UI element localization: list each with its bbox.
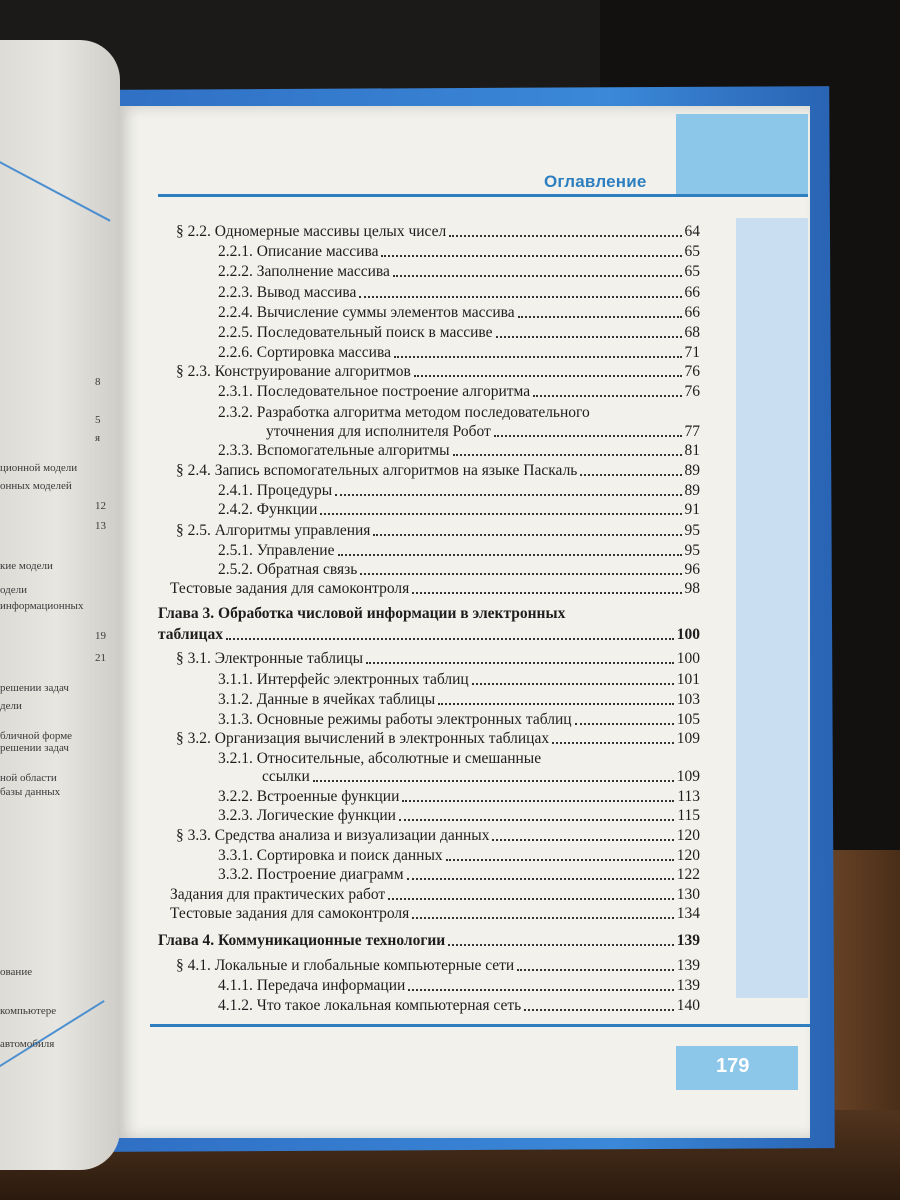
toc-entry: [170, 579, 700, 598]
toc-entry-page: 130: [676, 886, 700, 903]
toc-entry-title: 2.4.2. Функции: [218, 501, 318, 518]
toc-entry-title: 3.3.2. Построение диаграмм: [218, 866, 404, 883]
toc-entry: [218, 787, 700, 806]
left-page-text-fragment: 5: [95, 414, 101, 426]
toc-entry: [266, 422, 700, 441]
toc-leader-dots: [448, 944, 674, 946]
toc-entry-title: 3.3.1. Сортировка и поиск данных: [218, 847, 443, 864]
toc-entry: [218, 996, 700, 1015]
toc-entry-title: Тестовые задания для самоконтроля: [170, 580, 410, 597]
toc-entry: [218, 441, 700, 460]
toc-entry: [158, 625, 700, 644]
toc-entry: [176, 956, 700, 975]
toc-entry-page: 140: [676, 997, 700, 1014]
toc-entry-title: 2.2.5. Последовательный поиск в массиве: [218, 324, 493, 341]
toc-entry-title: уточнения для исполнителя Робот: [266, 423, 491, 440]
toc-leader-dots: [388, 898, 674, 900]
toc-entry: [158, 931, 700, 950]
toc-entry-title: § 2.5. Алгоритмы управления: [176, 522, 371, 539]
left-page-text-fragment: бличной форме: [0, 730, 73, 742]
toc-entry-title: Глава 4. Коммуникационные технологии: [158, 932, 446, 949]
toc-leader-dots: [360, 573, 681, 575]
toc-entry-page: 120: [676, 847, 700, 864]
toc-leader-dots: [226, 638, 674, 640]
toc-entry: [218, 262, 700, 281]
toc-entry-title: ссылки: [262, 768, 310, 785]
side-color-strip: [736, 218, 808, 998]
toc-entry: [218, 541, 700, 560]
toc-entry-title: 4.1.1. Передача информации: [218, 977, 406, 994]
toc-leader-dots: [320, 513, 681, 515]
toc-entry-page: 113: [677, 788, 700, 805]
left-page-text-fragment: 12: [95, 500, 106, 512]
toc-entry-page: 134: [676, 905, 700, 922]
toc-entry-title: § 4.1. Локальные и глобальные компьютерные сети: [176, 957, 515, 974]
toc-entry: [218, 323, 700, 342]
toc-leader-dots: [449, 235, 681, 237]
left-page-text-fragment: онных моделей: [0, 480, 72, 492]
toc-entry-title: 2.3.1. Последовательное построение алгоритма: [218, 383, 531, 400]
toc-entry-title: § 2.3. Конструирование алгоритмов: [176, 363, 411, 380]
footer-rule: [150, 1024, 810, 1027]
toc-entry-page: 139: [676, 977, 700, 994]
toc-entry-page: 89: [684, 482, 700, 499]
toc-entry-title: Задания для практических работ: [170, 886, 386, 903]
toc-entry: [218, 670, 700, 689]
left-page: [0, 40, 120, 1170]
left-page-text-fragment: ной области: [0, 772, 57, 784]
toc-entry: [218, 806, 700, 825]
toc-entry-page: 76: [684, 383, 700, 400]
toc-entry: [218, 303, 700, 322]
left-page-text-fragment: решении задач: [0, 682, 69, 694]
left-page-rule: [0, 140, 111, 222]
left-page-text-fragment: автомобиля: [0, 1038, 55, 1050]
toc-entry-title: 2.2.6. Сортировка массива: [218, 344, 391, 361]
left-page-text-fragment: кие модели: [0, 560, 53, 572]
toc-entry-title: 3.1.2. Данные в ячейках таблицы: [218, 691, 436, 708]
toc-entry-page: 100: [676, 650, 700, 667]
toc-leader-dots: [494, 435, 682, 437]
toc-entry-title: 2.5.1. Управление: [218, 542, 335, 559]
toc-entry-page: 109: [676, 768, 700, 785]
toc-leader-dots: [414, 375, 682, 377]
toc-entry: [218, 560, 700, 579]
left-page-text-fragment: дели: [0, 700, 22, 712]
toc-entry: [218, 242, 700, 261]
toc-leader-dots: [524, 1009, 674, 1011]
toc-entry: [176, 222, 700, 241]
toc-entry-title: 2.5.2. Обратная связь: [218, 561, 358, 578]
toc-leader-dots: [472, 683, 674, 685]
toc-entry-title: § 3.1. Электронные таблицы: [176, 650, 364, 667]
toc-entry: [218, 500, 700, 519]
toc-leader-dots: [492, 839, 673, 841]
toc-entry-title: таблицах: [158, 626, 223, 643]
toc-entry-title: § 3.2. Организация вычислений в электронных таблицах: [176, 730, 550, 747]
toc-entry: [176, 729, 700, 748]
toc-entry-page: 95: [684, 522, 700, 539]
toc-entry-title: 2.2.1. Описание массива: [218, 243, 379, 260]
header-rule: [158, 194, 808, 197]
toc-leader-dots: [453, 454, 682, 456]
toc-leader-dots: [366, 662, 674, 664]
toc-entry-page: 103: [676, 691, 700, 708]
toc-leader-dots: [518, 316, 682, 318]
toc-entry: [218, 283, 700, 302]
toc-entry-page: 139: [676, 957, 700, 974]
toc-entry-page: 101: [676, 671, 700, 688]
toc-entry-title: 3.1.3. Основные режимы работы электронных таблиц: [218, 711, 572, 728]
toc-entry-page: 64: [684, 223, 700, 240]
toc-entry-text: 3.2.1. Относительные, абсолютные и смешанные: [218, 750, 542, 767]
left-page-text-fragment: одели: [0, 584, 28, 596]
toc-entry-page: 96: [684, 561, 700, 578]
toc-entry: [176, 826, 700, 845]
toc-entry: [176, 649, 700, 668]
toc-entry-title: Тестовые задания для самоконтроля: [170, 905, 410, 922]
toc-leader-dots: [393, 275, 682, 277]
toc-leader-dots: [412, 592, 681, 594]
toc-entry-title: 3.2.3. Логические функции: [218, 807, 396, 824]
left-page-text-fragment: решении задач: [0, 742, 69, 754]
toc-entry-title: 2.2.3. Вывод массива: [218, 284, 357, 301]
toc-entry-page: 91: [684, 501, 700, 518]
toc-entry: [218, 846, 700, 865]
left-page-text-fragment: информационных: [0, 600, 84, 612]
toc-entry-title: 4.1.2. Что такое локальная компьютерная сеть: [218, 997, 522, 1014]
toc-entry-page: 115: [677, 807, 700, 824]
toc-entry: [176, 362, 700, 381]
toc-entry-title: 3.2.2. Встроенные функции: [218, 788, 400, 805]
toc-entry-page: 65: [684, 263, 700, 280]
toc-entry-page: 65: [684, 243, 700, 260]
toc-leader-dots: [402, 800, 674, 802]
toc-entry: [176, 461, 700, 480]
page-number: 179: [716, 1055, 750, 1077]
toc-leader-dots: [408, 989, 673, 991]
toc-entry-text: Глава 3. Обработка числовой информации в электронных: [158, 605, 566, 622]
toc-leader-dots: [338, 554, 682, 556]
toc-entry-page: 66: [684, 304, 700, 321]
toc-entry: [218, 481, 700, 500]
toc-leader-dots: [438, 703, 674, 705]
toc-leader-dots: [533, 395, 681, 397]
toc-entry-title: § 3.3. Средства анализа и визуализации данных: [176, 827, 490, 844]
left-page-text-fragment: 8: [95, 376, 101, 388]
toc-leader-dots: [517, 969, 674, 971]
toc-leader-dots: [575, 723, 674, 725]
toc-entry: [218, 865, 700, 884]
left-page-text-fragment: ционной модели: [0, 462, 78, 474]
toc-leader-dots: [496, 336, 682, 338]
toc-entry: [218, 976, 700, 995]
left-page-text-fragment: 21: [95, 652, 106, 664]
toc-entry-page: 76: [684, 363, 700, 380]
toc-entry-page: 71: [684, 344, 700, 361]
toc-entry-title: 3.1.1. Интерфейс электронных таблиц: [218, 671, 469, 688]
toc-leader-dots: [407, 878, 674, 880]
toc-entry-page: 120: [676, 827, 700, 844]
toc-entry-title: 2.3.3. Вспомогательные алгоритмы: [218, 442, 450, 459]
toc-entry-page: 95: [684, 542, 700, 559]
left-page-text-fragment: ование: [0, 966, 33, 978]
toc-leader-dots: [335, 494, 681, 496]
toc-entry-title: 2.2.2. Заполнение массива: [218, 263, 390, 280]
toc-entry-page: 66: [684, 284, 700, 301]
toc-entry-text: 2.3.2. Разработка алгоритма методом последовательного: [218, 404, 590, 421]
toc-entry-page: 122: [676, 866, 700, 883]
header-color-block: [676, 114, 808, 194]
toc-entry-page: 98: [684, 580, 700, 597]
toc-entry-title: 2.2.4. Вычисление суммы элементов массива: [218, 304, 515, 321]
toc-leader-dots: [359, 296, 681, 298]
toc-entry: [218, 382, 700, 401]
toc-leader-dots: [394, 356, 682, 358]
toc-entry-page: 68: [684, 324, 700, 341]
toc-entry-page: 139: [676, 932, 700, 949]
toc-entry-page: 81: [684, 442, 700, 459]
toc-leader-dots: [580, 474, 681, 476]
toc-entry-page: 109: [676, 730, 700, 747]
toc-entry: [170, 904, 700, 923]
left-page-text-fragment: 19: [95, 630, 106, 642]
toc-entry-title: § 2.2. Одномерные массивы целых чисел: [176, 223, 447, 240]
left-page-text-fragment: компьютере: [0, 1005, 57, 1017]
toc-entry: [262, 767, 700, 786]
toc-entry: [218, 690, 700, 709]
page-header-title: Оглавление: [544, 172, 647, 191]
toc-leader-dots: [552, 742, 674, 744]
left-page-text-fragment: 13: [95, 520, 106, 532]
toc-entry-page: 105: [676, 711, 700, 728]
left-page-text-fragment: базы данных: [0, 786, 61, 798]
left-page-text-fragment: я: [95, 432, 101, 444]
toc-entry: [176, 521, 700, 540]
toc-leader-dots: [373, 534, 681, 536]
toc-leader-dots: [381, 255, 681, 257]
toc-entry-page: 100: [676, 626, 700, 643]
toc-entry-page: 77: [684, 423, 700, 440]
toc-entry: [218, 710, 700, 729]
toc-leader-dots: [412, 917, 674, 919]
toc-leader-dots: [399, 819, 674, 821]
toc-leader-dots: [446, 859, 674, 861]
toc-entry: [218, 343, 700, 362]
toc-entry-page: 89: [684, 462, 700, 479]
toc-leader-dots: [313, 780, 674, 782]
toc-entry-title: § 2.4. Запись вспомогательных алгоритмов на языке Паскаль: [176, 462, 578, 479]
toc-entry: [170, 885, 700, 904]
toc-entry-title: 2.4.1. Процедуры: [218, 482, 333, 499]
